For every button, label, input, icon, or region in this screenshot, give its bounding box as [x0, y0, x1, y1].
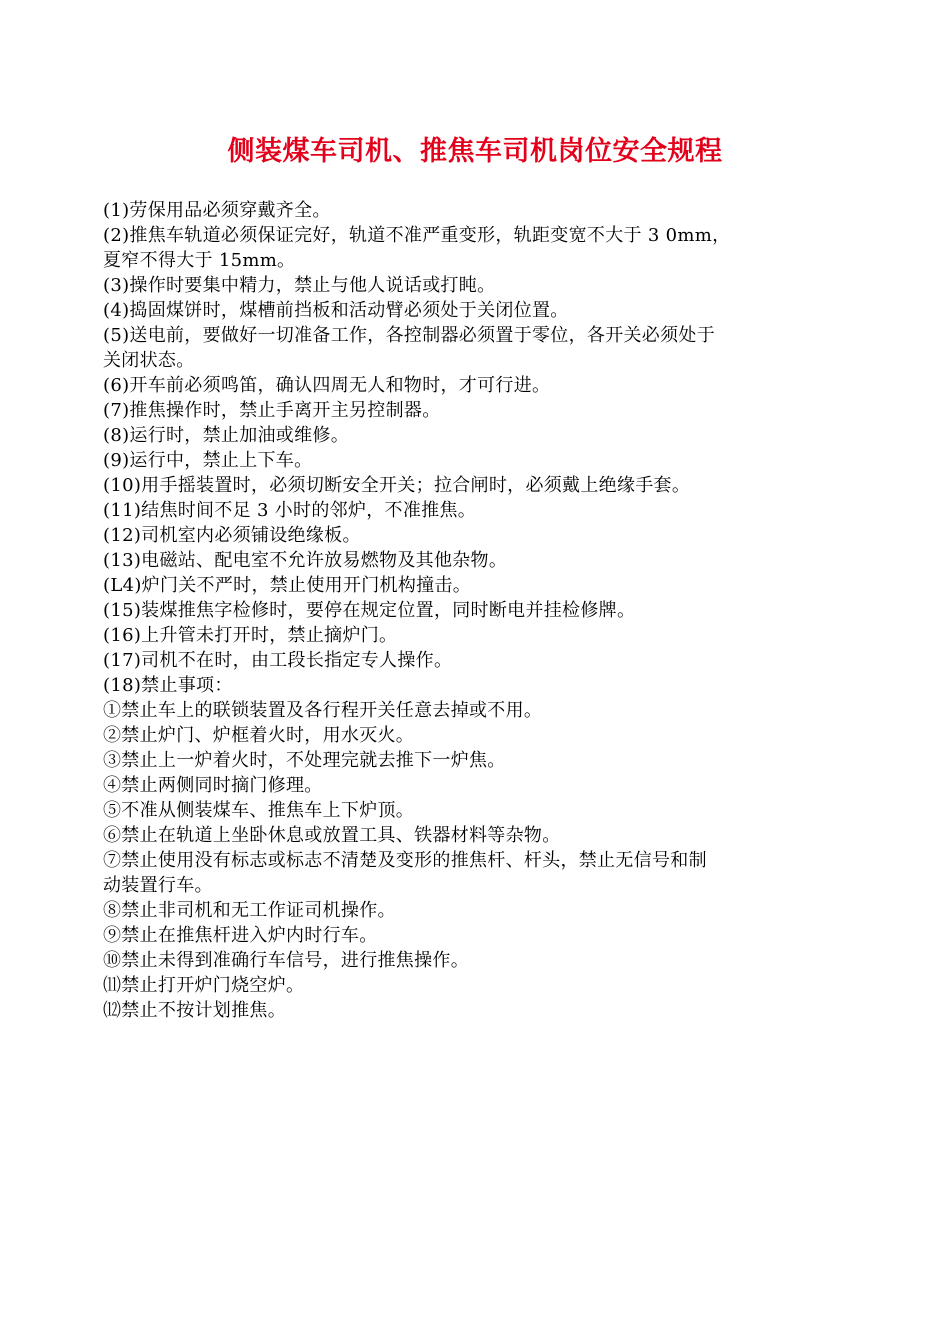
- text-line: (11)结焦时间不足 3 小时的邻炉，不准推焦。: [103, 500, 477, 521]
- text-line: (9)运行中，禁止上下车。: [103, 450, 313, 471]
- text-line: 关闭状态。: [103, 350, 195, 371]
- text-line: ⑩禁止未得到准确行车信号，进行推焦操作。: [103, 950, 469, 971]
- text-line: (4)捣固煤饼时，煤槽前挡板和活动臂必须处于关闭位置。: [103, 300, 569, 321]
- text-line: ④禁止两侧同时摘门修理。: [103, 775, 323, 796]
- text-line: (12)司机室内必须铺设绝缘板。: [103, 525, 361, 546]
- text-line: ③禁止上一炉着火时，不处理完就去推下一炉焦。: [103, 750, 506, 771]
- text-line: 夏窄不得大于 15mm。: [103, 250, 296, 271]
- text-line: ⑤不准从侧装煤车、推焦车上下炉顶。: [103, 800, 415, 821]
- text-line: (5)送电前，要做好一切准备工作，各控制器必须置于零位，各开关必须处于: [103, 325, 715, 346]
- text-line: (10)用手摇装置时，必须切断安全开关；拉合闸时，必须戴上绝缘手套。: [103, 475, 691, 496]
- text-line: (17)司机不在时，由工段长指定专人操作。: [103, 650, 453, 671]
- text-line: (2)推焦车轨道必须保证完好，轨道不准严重变形，轨距变宽不大于 3 0mm，: [103, 225, 731, 246]
- text-line: ①禁止车上的联锁装置及各行程开关任意去掉或不用。: [103, 700, 543, 721]
- text-line: 动装置行车。: [103, 875, 213, 896]
- text-line: ⑨禁止在推焦杆进入炉内时行车。: [103, 925, 378, 946]
- text-line: (3)操作时要集中精力，禁止与他人说话或打盹。: [103, 275, 496, 296]
- text-line: (1)劳保用品必须穿戴齐全。: [103, 200, 331, 221]
- document-body: [103, 198, 863, 1023]
- text-line: (15)装煤推焦字检修时，要停在规定位置，同时断电并挂检修牌。: [103, 600, 636, 621]
- text-line: (L4)炉门关不严时，禁止使用开门机构撞击。: [103, 575, 472, 596]
- text-line: ⑿禁止不按计划推焦。: [103, 1000, 286, 1021]
- text-line: (16)上升管未打开时，禁止摘炉门。: [103, 625, 398, 646]
- text-line: (8)运行时，禁止加油或维修。: [103, 425, 349, 446]
- text-line: ⑦禁止使用没有标志或标志不清楚及变形的推焦杆、杆头，禁止无信号和制: [103, 850, 707, 871]
- text-line: ⑾禁止打开炉门烧空炉。: [103, 975, 305, 996]
- page-title: 侧装煤车司机、推焦车司机岗位安全规程: [227, 136, 723, 167]
- text-line: (18)禁止事项：: [103, 675, 233, 696]
- text-line: ⑧禁止非司机和无工作证司机操作。: [103, 900, 396, 921]
- text-line: (7)推焦操作时，禁止手离开主另控制器。: [103, 400, 441, 421]
- text-line: (6)开车前必须鸣笛，确认四周无人和物时，才可行进。: [103, 375, 551, 396]
- text-line: ②禁止炉门、炉框着火时，用水灭火。: [103, 725, 415, 746]
- text-line: (13)电磁站、配电室不允许放易燃物及其他杂物。: [103, 550, 508, 571]
- text-line: ⑥禁止在轨道上坐卧休息或放置工具、铁器材料等杂物。: [103, 825, 561, 846]
